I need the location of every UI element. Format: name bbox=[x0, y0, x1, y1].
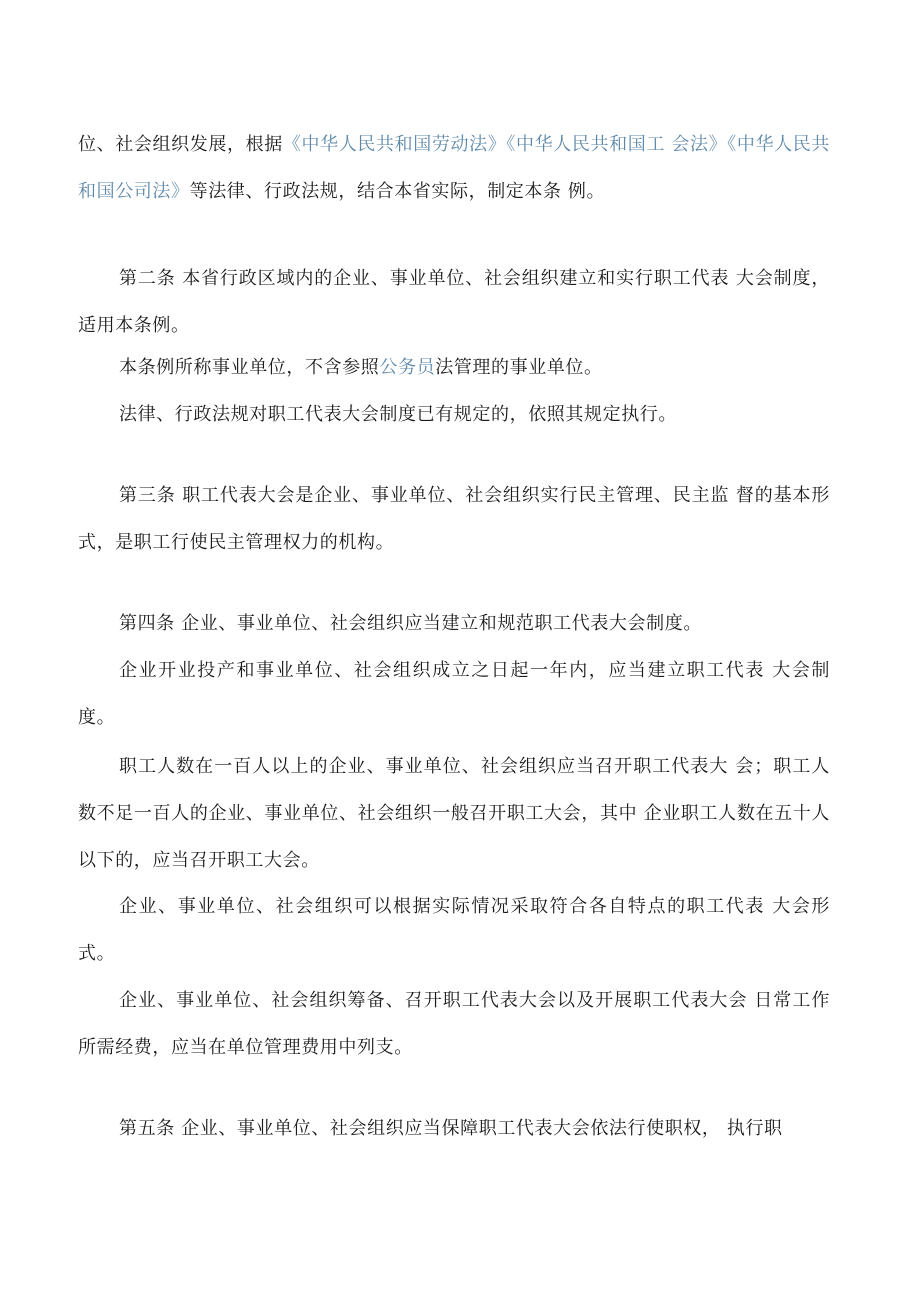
article-3-paragraph: 第三条 职工代表大会是企业、事业单位、社会组织实行民主管理、民主监 督的基本形式，是职工行使民主管理权力的机构。 bbox=[78, 485, 830, 553]
labor-law-link[interactable]: 《中华人民共和国劳动法》 bbox=[282, 134, 507, 155]
article-5-paragraph: 第五条 企业、事业单位、社会组织应当保障职工代表大会依法行使职权， 执行职 bbox=[119, 1118, 783, 1139]
article-4-paragraph-2: 企业开业投产和事业单位、社会组织成立之日起一年内，应当建立职工代表 大会制度。 bbox=[78, 660, 830, 728]
article-2-paragraph: 第二条 本省行政区域内的企业、事业单位、社会组织建立和实行职工代表 大会制度，适用本条例。 bbox=[78, 268, 830, 336]
paragraph-text: 法管理的事业单位。 bbox=[435, 357, 603, 378]
article-4-paragraph: 第四条 企业、事业单位、社会组织应当建立和规范职工代表大会制度。 bbox=[119, 613, 702, 634]
paragraph-text: 本条例所称事业单位，不含参照 bbox=[119, 357, 380, 378]
article-4-paragraph-4: 企业、事业单位、社会组织可以根据实际情况采取符合各自特点的职工代表 大会形式。 bbox=[78, 896, 830, 964]
article-2-paragraph-2 bbox=[78, 344, 830, 391]
trade-union-law-link[interactable]: 《中华人民共和国工 会法》 bbox=[506, 134, 728, 155]
company-law-link[interactable]: 《中华人民共和国公司法》 bbox=[78, 134, 830, 202]
article-2-paragraph-3: 法律、行政法规对职工代表大会制度已有规定的，依照其规定执行。 bbox=[119, 404, 677, 425]
article-4-paragraph-3: 职工人数在一百人以上的企业、事业单位、社会组织应当召开职工代表大 会；职工人数不足一百人的企业、事业单位、社会组织一般召开职工大会，其中 企业职工人数在五十人以下的，应当召开职工大会。 bbox=[78, 756, 830, 871]
civil-servant-link[interactable]: 公务员 bbox=[379, 357, 436, 378]
paragraph-text: 位、社会组织发展，根据 bbox=[78, 134, 283, 155]
paragraph-text: 等法律、行政法规，结合本省实际，制定本条 例。 bbox=[189, 181, 606, 202]
paragraph-purpose bbox=[78, 121, 830, 215]
article-4-paragraph-5: 企业、事业单位、社会组织筹备、召开职工代表大会以及开展职工代表大会 日常工作所需经费，应当在单位管理费用中列支。 bbox=[78, 990, 830, 1058]
